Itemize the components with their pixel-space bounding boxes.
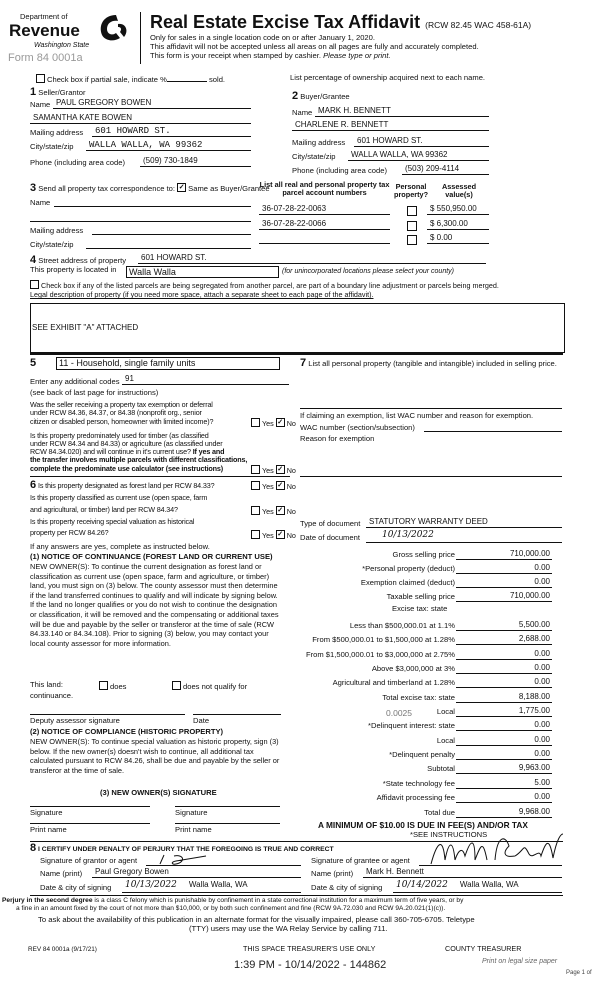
personal-property-checkbox[interactable] [407, 235, 417, 245]
legal-description[interactable] [30, 303, 565, 353]
tax-value-text: 5,500.00 [518, 620, 550, 629]
q2-yes-no: Yes ✓ No [251, 465, 296, 475]
section-divider [30, 895, 563, 896]
codes-label: Enter any additional codes [30, 377, 120, 386]
exemption-note: If claiming an exemption, list WAC number and reason for exemption. [300, 411, 534, 420]
logo-revenue: Revenue [9, 21, 80, 40]
tax-value-text: 0.00 [534, 563, 550, 572]
tax-row-value[interactable] [456, 792, 552, 803]
form-revision: REV 84 0001a (9/17/21) [28, 946, 97, 953]
street-label: 4 Street address of property [30, 254, 127, 266]
grantor-name[interactable]: Paul Gregory Bowen [92, 867, 301, 878]
page-number: Page 1 of [566, 970, 592, 976]
tax-row-value[interactable] [456, 677, 552, 688]
s6-q2-yes-no: Yes ✓ No [251, 506, 296, 516]
section-5-number: 5 [30, 357, 37, 369]
this-land-label: This land: [30, 680, 63, 689]
buyer-mail-label: Mailing address [292, 138, 346, 147]
tax-row-value[interactable] [456, 807, 552, 818]
tax-row-value[interactable] [456, 735, 552, 746]
q2-line: RCW 84.34.020) and will continue in it's current use? If yes and [30, 447, 225, 456]
header-divider [140, 12, 141, 64]
see-instructions: *SEE INSTRUCTIONS [410, 830, 488, 839]
seller-name-label: Name [30, 100, 51, 109]
segregate-option: Check box if any of the listed parcels are being segregated from another parcel, are part of a boundary line adjustment or parcels being merged. [30, 280, 499, 290]
see-back-note: (see back of last page for instructions) [30, 388, 159, 397]
tax-row-label: From $500,000.01 to $1,500,000 at 1.28% [312, 635, 455, 644]
corr-city-label: City/state/zip [30, 240, 74, 249]
s6-q2: Is this property classified as current use (open space, farm [30, 493, 208, 502]
no-checkbox[interactable] [276, 418, 285, 427]
tax-value-text: 5.00 [534, 778, 550, 787]
tax-value-text: 1,775.00 [518, 706, 550, 715]
grantee-date-city[interactable]: 10/14/2022 Walla Walla, WA [393, 880, 562, 893]
form-number: Form 84 0001a [8, 52, 83, 64]
tax-row-label: Affidavit processing fee [376, 793, 455, 802]
q1-line: under RCW 84.36, 84.37, or 84.38 (nonprofit org., senior [30, 408, 202, 417]
s6-q1-yes-no: Yes ✓ No [251, 481, 296, 491]
corr-name-label: Name [30, 198, 51, 207]
correspondence-heading: 3 Send all property tax correspondence to: ✓ Same as Buyer/Grantee [30, 182, 270, 195]
tax-value-text: 0.00 [534, 749, 550, 758]
continuance-label: continuance. [30, 691, 74, 700]
additional-codes[interactable]: 91 [122, 374, 289, 385]
print-legal-note: Print on legal size paper [482, 958, 558, 965]
header-note-2: This affidavit will not be accepted unless all areas on all pages are fully and accurately completed. [150, 42, 479, 51]
tax-row-value[interactable] [456, 692, 552, 703]
legal-label: Legal description of property (if you need more space, attach a separate sheet to each page of the affidavit). [30, 290, 374, 299]
legal-text: SEE EXHIBIT "A" ATTACHED [32, 323, 139, 332]
personal-property-checkbox[interactable] [407, 221, 417, 231]
tax-value-text: 8,188.00 [518, 692, 550, 701]
wac-label: WAC number (section/subsection) [300, 423, 415, 432]
tax-row-label: Gross selling price [392, 550, 455, 559]
personal-property-line[interactable] [300, 408, 562, 409]
tax-row-label: Exemption claimed (deduct) [360, 578, 455, 587]
partial-sale-checkbox[interactable] [36, 74, 45, 83]
yes-checkbox[interactable] [251, 465, 260, 474]
same-as-buyer-checkbox[interactable] [177, 183, 186, 192]
tax-row-value[interactable] [456, 649, 552, 660]
corr-name-2[interactable] [30, 211, 251, 222]
print-name-line[interactable] [30, 823, 150, 824]
signature-label: Signature [30, 808, 63, 817]
signature-line[interactable] [30, 806, 150, 807]
corr-name[interactable] [54, 196, 251, 207]
perjury-note: Perjury in the second degree is a class C felony which is punishable by confinement in a state correctional institution for a maximum term of five years, or by [2, 897, 464, 904]
reason-label: Reason for exemption [300, 434, 375, 443]
s6-q3: property per RCW 84.26? [30, 528, 109, 537]
parcel-header: List all real and personal property tax parcel account numbers [259, 180, 390, 198]
buyer-mail[interactable]: 601 HOWARD ST. [354, 136, 489, 147]
tax-row-label: *Delinquent penalty [389, 750, 455, 759]
tax-value-text: 9,963.00 [518, 763, 550, 772]
tax-row-value[interactable] [456, 749, 552, 760]
buyer-city[interactable]: WALLA WALLA, WA 99362 [348, 150, 489, 161]
assessed-value[interactable]: $ 550,950.00 [427, 204, 489, 215]
tax-value-text: 0.00 [534, 677, 550, 686]
tax-row-label: *Delinquent interest: state [368, 721, 455, 730]
seller-city-label: City/state/zip [30, 142, 74, 151]
yes-checkbox[interactable] [251, 481, 260, 490]
perjury-note-2: a fine in an amount fixed by the court of not more than $10,000, or by both such confinement and fine (RCW 9A.72.030 and RCW 9A.20.021(1)(c)). [16, 905, 446, 912]
deputy-label: Deputy assessor signature [30, 716, 120, 725]
buyer-name-1[interactable]: MARK H. BENNETT [315, 106, 489, 117]
tax-value-text: 2,688.00 [518, 634, 550, 643]
tax-row-value[interactable] [456, 549, 552, 560]
seller-name-1[interactable]: PAUL GREGORY BOWEN [53, 98, 251, 109]
tax-value-text: 0.00 [534, 792, 550, 801]
s6-q1: 6 Is this property designated as forest land per RCW 84.33? [30, 479, 215, 491]
tax-row-label: Subtotal [427, 764, 455, 773]
use-code-select[interactable]: 11 - Household, single family units [56, 357, 280, 370]
logo-dept: Department of [20, 12, 68, 21]
notice-compliance-text: NEW OWNER(S): To continue special valuation as historic property, sign (3) below. If the new owner(s) doesn't wish to continue, all additional tax calculated pursuant to RCW 84.26, shall be due and payable by the seller or transferor at the time of sale. [30, 737, 280, 775]
seller-phone-label: Phone (including area code) [30, 158, 125, 167]
tax-value-text: 710,000.00 [509, 591, 550, 600]
personal-header: Personal property? [394, 182, 429, 200]
location-select[interactable]: Walla Walla [126, 266, 279, 278]
q2-line: the transfer involves multiple parcels with different classifications, [30, 455, 248, 464]
tax-row-label: Local [436, 736, 455, 745]
assessed-value[interactable]: $ 6,300.00 [427, 219, 489, 230]
seller-mail[interactable]: 601 HOWARD ST. [92, 126, 251, 137]
certify-title: 8 I CERTIFY UNDER PENALTY OF PERJURY THAT THE FOREGOING IS TRUE AND CORRECT [30, 842, 334, 854]
signature-line[interactable] [175, 806, 280, 807]
tax-value-text: 710,000.00 [509, 549, 550, 558]
header-note-3: This form is your receipt when stamped by cashier. Please type or print. [150, 51, 391, 60]
tax-row-label: Above $3,000,000 at 3% [371, 664, 455, 673]
page-title: Real Estate Excise Tax Affidavit (RCW 82.45 WAC 458-61A) [150, 12, 532, 32]
does-option: does [99, 681, 126, 692]
does-not-checkbox[interactable] [172, 681, 181, 690]
tax-row-value[interactable] [456, 763, 552, 774]
reason-line[interactable] [300, 476, 562, 477]
tax-row-value[interactable] [456, 620, 552, 631]
tax-row-label: Total due [424, 808, 455, 817]
doc-type-label: Type of document [300, 519, 361, 528]
no-checkbox[interactable] [276, 506, 285, 515]
s6-q3: Is this property receiving special valuation as historical [30, 517, 195, 526]
tax-row-value[interactable] [456, 720, 552, 731]
doc-date-label: Date of document [300, 533, 360, 542]
q2-line: complete the predominate use calculator (see instructions) [30, 464, 223, 473]
tax-row-value[interactable] [456, 591, 552, 602]
parcel-number[interactable]: 36-07-28-22-0066 [259, 219, 390, 230]
seller-phone[interactable]: (509) 730-1849 [140, 156, 251, 167]
tax-value-text: 0.00 [534, 577, 550, 586]
buyer-name-label: Name [292, 108, 313, 117]
date-label: Date [193, 716, 210, 725]
tax-row-label: Local [436, 707, 455, 716]
rcw-ref: (RCW 82.45 WAC 458-61A) [425, 20, 532, 30]
tax-row-value[interactable] [456, 577, 552, 588]
notice-continuance-title: (1) NOTICE OF CONTINUANCE (FOREST LAND OR CURRENT USE) [30, 552, 273, 561]
assessed-header: Assessed value(s) [441, 182, 477, 200]
tax-row-value[interactable] [456, 563, 552, 574]
grantor-signature[interactable] [146, 852, 301, 866]
print-name-label: Print name [175, 825, 212, 834]
seller-name-2[interactable]: SAMANTHA KATE BOWEN [30, 113, 251, 124]
section-divider [30, 353, 563, 355]
tax-value-text: 0.00 [534, 663, 550, 672]
deputy-date-line[interactable] [193, 714, 281, 715]
grantee-name[interactable]: Mark H. Bennett [363, 867, 562, 878]
parcel-number[interactable] [259, 233, 390, 244]
print-name-line[interactable] [175, 823, 280, 824]
ownership-note: List percentage of ownership acquired next to each name. [290, 73, 486, 82]
q1-line: citizen or disabled person, homeowner with limited income)? [30, 417, 214, 426]
q1-line: Was the seller receiving a property tax exemption or deferral [30, 400, 213, 409]
segregate-checkbox[interactable] [30, 280, 39, 289]
notice-continuance-text: NEW OWNER(S): To continue the current designation as forest land or classification as current use (open space, farm and agriculture, or timber) land, you must sign on (3) below. The county assessor must then determine if the land transferred continues to qualify and will indicate by signing below. If the land no longer qualifies or you do not wish to continue the designation or classification, it will be removed and the compensating or additional taxes will be due and payable by the seller or transferor at the time of sale (RCW 84.33.140 or 84.34.108). Prior to signing (3) below, you may contact your local county assessor for more information. [30, 562, 279, 648]
grantor-date-label: Date & city of signing [40, 883, 112, 892]
grantor-signature-image [146, 852, 226, 866]
partial-sale: Check box if partial sale, indicate % sold. [36, 74, 225, 85]
located-note: (for unincorporated locations please select your county) [282, 268, 454, 275]
grantor-name-label: Name (print) [40, 869, 83, 878]
personal-property-checkbox[interactable] [407, 206, 417, 216]
street-address[interactable]: 601 HOWARD ST. [138, 253, 486, 264]
tax-value-text: 0.00 [534, 720, 550, 729]
if-yes-note: If any answers are yes, complete as instructed below. [30, 542, 210, 551]
grantee-date-label: Date & city of signing [311, 883, 383, 892]
deputy-signature-line[interactable] [30, 714, 185, 715]
tax-row-label: Less than $500,000.01 at 1.1% [349, 621, 455, 630]
tax-row-label: From $1,500,000.01 to $3,000,000 at 2.75% [305, 650, 455, 659]
yes-checkbox[interactable] [251, 530, 260, 539]
buyer-heading: 2 Buyer/Grantee [292, 90, 350, 102]
yes-checkbox[interactable] [251, 506, 260, 515]
s6-q3-yes-no: Yes ✓ No [251, 530, 296, 540]
header-note-1: Only for sales in a single location code on or after January 1, 2020. [150, 33, 375, 42]
buyer-phone-label: Phone (including area code) [292, 166, 387, 175]
tax-row-label: Total excise tax: state [382, 693, 455, 702]
no-checkbox[interactable] [276, 481, 285, 490]
q1-yes-no: Yes ✓ No [251, 418, 296, 428]
seller-heading: 1 Seller/Grantor [30, 86, 86, 98]
wac-number[interactable] [424, 421, 562, 432]
tax-row-value[interactable] [456, 663, 552, 674]
county-treasurer: COUNTY TREASURER [445, 944, 522, 953]
local-rate: 0.0025 [386, 708, 412, 718]
corr-mail-label: Mailing address [30, 226, 84, 235]
accessibility-note: To ask about the availability of this publication in an alternate format for the visually impaired, please call 360-705-6705. Teletype [38, 915, 475, 924]
no-checkbox[interactable] [276, 465, 285, 474]
no-checkbox[interactable] [276, 530, 285, 539]
section-divider [30, 476, 290, 477]
yes-checkbox[interactable] [251, 418, 260, 427]
doc-type[interactable]: STATUTORY WARRANTY DEED [366, 517, 562, 528]
grantee-signature-image [425, 830, 565, 868]
tax-row-value[interactable] [456, 706, 552, 717]
grantee-sig-label: Signature of grantee or agent [311, 856, 410, 865]
grantor-date-city[interactable]: 10/13/2022 Walla Walla, WA [122, 880, 301, 893]
tax-row-value[interactable] [456, 634, 552, 645]
tax-value-text: 0.00 [534, 649, 550, 658]
tax-value-text: 0.00 [534, 735, 550, 744]
seller-city[interactable]: WALLA WALLA, WA 99362 [86, 140, 251, 151]
corr-city[interactable] [86, 238, 251, 249]
grantee-signature[interactable] [419, 852, 562, 866]
minimum-due-note: A MINIMUM OF $10.00 IS DUE IN FEE(S) AND/OR TAX [318, 820, 528, 830]
buyer-city-label: City/state/zip [292, 152, 336, 161]
does-checkbox[interactable] [99, 681, 108, 690]
print-name-label: Print name [30, 825, 67, 834]
tax-row-label: *Personal property (deduct) [362, 564, 455, 573]
notice-compliance-title: (2) NOTICE OF COMPLIANCE (HISTORIC PROPERTY) [30, 727, 224, 736]
grantee-name-label: Name (print) [311, 869, 354, 878]
tax-row-label: *State technology fee [382, 779, 455, 788]
assessed-value[interactable]: $ 0.00 [427, 233, 489, 244]
treasurer-use: THIS SPACE TREASURER'S USE ONLY [243, 944, 376, 953]
grantor-sig-label: Signature of grantor or agent [40, 856, 138, 865]
corr-mail[interactable] [92, 224, 251, 235]
s6-q2: and agricultural, or timber) land per RCW 84.34? [30, 505, 178, 514]
does-not-option: does not qualify for [172, 681, 247, 692]
q2-line: under RCW 84.34 and 84.33) or agriculture (as classified under [30, 439, 223, 448]
buyer-name-2[interactable]: CHARLENE R. BENNETT [292, 120, 489, 131]
dor-swirl-icon [96, 11, 132, 43]
tax-value-text: 9,968.00 [518, 807, 550, 816]
seller-mail-label: Mailing address [30, 128, 84, 137]
q2-line: Is this property predominately used for timber (as classified [30, 431, 209, 440]
cashier-stamp: 1:39 PM - 10/14/2022 - 144862 [234, 959, 387, 971]
parcel-number[interactable]: 36-07-28-22-0063 [259, 204, 390, 215]
s7-label: 7 List all personal property (tangible and intangible) included in selling price. [300, 357, 557, 369]
doc-date[interactable]: 10/13/2022 [366, 530, 562, 543]
logo-state: Washington State [34, 42, 90, 49]
signature-label: Signature [175, 808, 208, 817]
tax-row-value[interactable] [456, 778, 552, 789]
excise-state-label: Excise tax: state [392, 604, 448, 613]
located-label: This property is located in [30, 265, 117, 274]
accessibility-note-2: (TTY) users may use the WA Relay Service by calling 711. [189, 924, 388, 933]
new-owner-signature-title: (3) NEW OWNER(S) SIGNATURE [100, 788, 217, 797]
tax-row-label: Agricultural and timberland at 1.28% [332, 678, 455, 687]
tax-row-label: Taxable selling price [386, 592, 455, 601]
buyer-phone[interactable]: (503) 209-4114 [402, 164, 489, 175]
